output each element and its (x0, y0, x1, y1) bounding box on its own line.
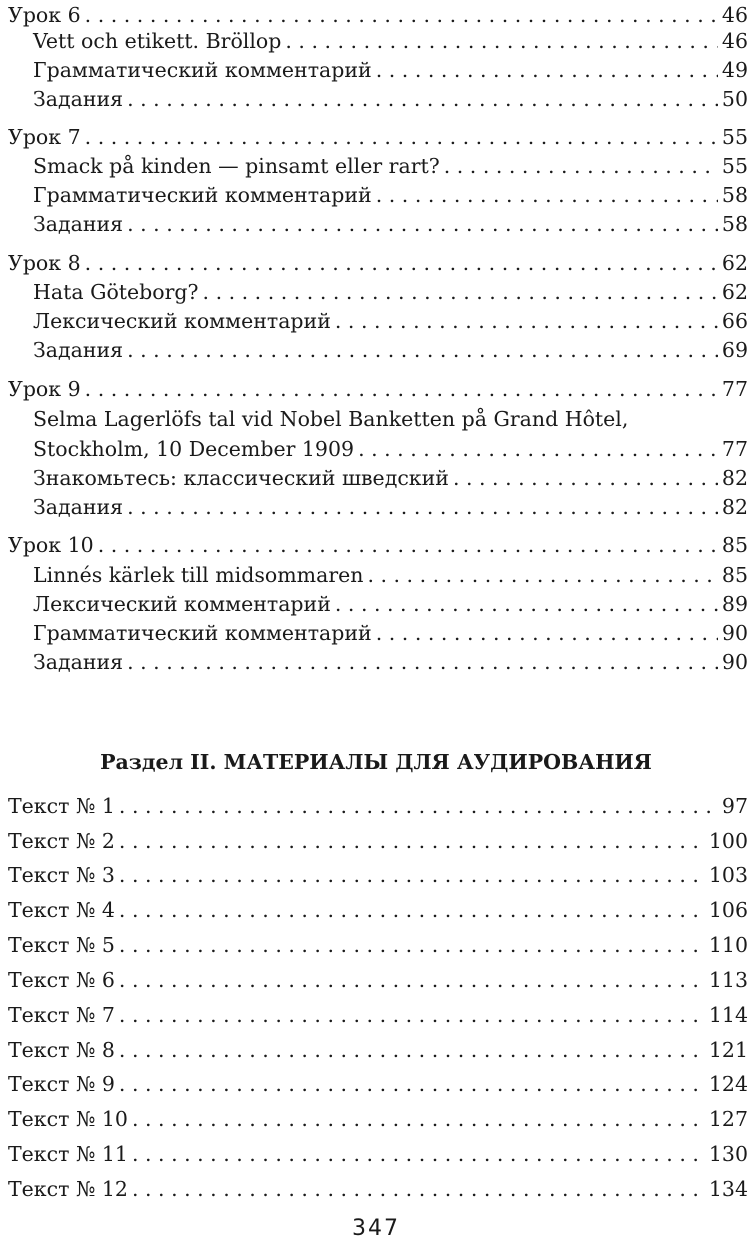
entry-label: Задания (33, 338, 124, 362)
toc-subentry[interactable] (33, 618, 748, 648)
entry-page: 90 (721, 621, 748, 645)
entry-label: Задания (33, 495, 124, 519)
dot-leader (119, 791, 718, 821)
toc-subentry[interactable] (33, 647, 748, 677)
entry-page: 46 (721, 3, 748, 27)
entry-label: Текст № 5 (8, 933, 115, 957)
toc-entry-text-11[interactable] (8, 1139, 748, 1169)
toc-entry-text-4[interactable] (8, 895, 748, 925)
entry-label: Текст № 11 (8, 1142, 128, 1166)
entry-label: Текст № 10 (8, 1107, 128, 1131)
dot-leader (453, 463, 718, 493)
toc-entry-text-12[interactable] (8, 1174, 748, 1204)
entry-page: 121 (708, 1038, 748, 1062)
entry-label: Текст № 1 (8, 794, 115, 818)
entry-label: Hata Göteborg? (33, 280, 199, 304)
entry-label: Текст № 12 (8, 1177, 128, 1201)
dot-leader (376, 618, 718, 648)
entry-label: Stockholm, 10 December 1909 (33, 437, 355, 461)
entry-page: 100 (708, 829, 748, 853)
entry-label: Грамматический комментарий (33, 58, 372, 82)
toc-subentry[interactable] (33, 560, 748, 590)
entry-page: 82 (721, 466, 748, 490)
toc-subentry[interactable] (33, 335, 748, 365)
dot-leader (127, 209, 718, 239)
dot-leader (127, 335, 718, 365)
dot-leader (203, 277, 718, 307)
entry-label: Текст № 7 (8, 1003, 115, 1027)
entry-label: Урок 8 (8, 251, 81, 275)
entry-page: 55 (721, 154, 748, 178)
entry-page: 55 (721, 125, 748, 149)
dot-leader (335, 589, 718, 619)
toc-entry-text-3[interactable] (8, 860, 748, 890)
toc-subentry[interactable] (33, 434, 748, 464)
entry-label: Задания (33, 212, 124, 236)
toc-subentry-line1[interactable] (33, 404, 748, 434)
dot-leader (285, 26, 718, 56)
page-number: 347 (352, 1216, 400, 1241)
dot-leader (358, 434, 718, 464)
entry-page: 49 (721, 58, 748, 82)
dot-leader (376, 55, 718, 85)
entry-label: Грамматический комментарий (33, 621, 372, 645)
entry-page: 113 (708, 968, 748, 992)
toc-entry-text-5[interactable] (8, 930, 748, 960)
entry-label: Текст № 3 (8, 863, 115, 887)
toc-subentry[interactable] (33, 306, 748, 336)
toc-entry-text-6[interactable] (8, 965, 748, 995)
toc-entry-text-9[interactable] (8, 1069, 748, 1099)
entry-page: 58 (721, 183, 748, 207)
toc-subentry[interactable] (33, 589, 748, 619)
entry-page: 114 (708, 1003, 748, 1027)
entry-page: 77 (721, 437, 748, 461)
dot-leader (376, 180, 718, 210)
entry-label: Текст № 2 (8, 829, 115, 853)
entry-page: 85 (721, 533, 748, 557)
entry-page: 50 (721, 87, 748, 111)
dot-leader (85, 122, 718, 152)
toc-entry-text-8[interactable] (8, 1035, 748, 1065)
entry-label: Урок 9 (8, 377, 81, 401)
toc-subentry[interactable] (33, 151, 748, 181)
entry-page: 97 (721, 794, 748, 818)
dot-leader (119, 895, 705, 925)
entry-label: Грамматический комментарий (33, 183, 372, 207)
toc-entry-text-1[interactable] (8, 791, 748, 821)
entry-page: 66 (721, 309, 748, 333)
entry-label: Текст № 6 (8, 968, 115, 992)
toc-entry-lesson-10[interactable] (8, 530, 748, 560)
toc-subentry[interactable] (33, 55, 748, 85)
dot-leader (367, 560, 717, 590)
dot-leader (127, 647, 718, 677)
entry-page: 106 (708, 898, 748, 922)
entry-label: Лексический комментарий (33, 309, 331, 333)
entry-label: Linnés kärlek till midsommaren (33, 563, 364, 587)
entry-page: 62 (721, 251, 748, 275)
entry-page: 58 (721, 212, 748, 236)
toc-entry-text-2[interactable] (8, 826, 748, 856)
entry-page: 90 (721, 650, 748, 674)
entry-page: 69 (721, 338, 748, 362)
dot-leader (444, 151, 718, 181)
dot-leader (132, 1104, 705, 1134)
dot-leader (98, 530, 718, 560)
toc-subentry[interactable] (33, 180, 748, 210)
section-title: Раздел II. МАТЕРИАЛЫ ДЛЯ АУДИРОВАНИЯ (100, 750, 652, 774)
entry-page: 82 (721, 495, 748, 519)
entry-page: 103 (708, 863, 748, 887)
entry-label: Vett och etikett. Bröllop (33, 29, 282, 53)
entry-label: Задания (33, 87, 124, 111)
toc-subentry[interactable] (33, 26, 748, 56)
toc-subentry[interactable] (33, 463, 748, 493)
entry-label: Урок 6 (8, 3, 81, 27)
entry-page: 46 (721, 29, 748, 53)
toc-entry-lesson-8[interactable] (8, 248, 748, 278)
entry-label: Задания (33, 650, 124, 674)
toc-entry-lesson-9[interactable] (8, 374, 748, 404)
dot-leader (119, 860, 705, 890)
entry-label: Текст № 9 (8, 1072, 115, 1096)
dot-leader (85, 248, 718, 278)
dot-leader (119, 930, 705, 960)
entry-page: 77 (721, 377, 748, 401)
entry-label: Знакомьтесь: классический шведский (33, 466, 449, 490)
entry-label: Selma Lagerlöfs tal vid Nobel Banketten på Grand Hôtel, (33, 407, 629, 431)
toc-subentry[interactable] (33, 209, 748, 239)
dot-leader (119, 1069, 705, 1099)
entry-page: 62 (721, 280, 748, 304)
entry-page: 127 (708, 1107, 748, 1131)
toc-entry-lesson-7[interactable] (8, 122, 748, 152)
entry-page: 110 (708, 933, 748, 957)
toc-subentry[interactable] (33, 84, 748, 114)
entry-label: Урок 10 (8, 533, 94, 557)
dot-leader (127, 84, 718, 114)
entry-label: Текст № 8 (8, 1038, 115, 1062)
entry-label: Урок 7 (8, 125, 81, 149)
entry-page: 134 (708, 1177, 748, 1201)
dot-leader (85, 374, 718, 404)
dot-leader (132, 1174, 705, 1204)
dot-leader (119, 965, 705, 995)
toc-entry-text-7[interactable] (8, 1000, 748, 1030)
entry-page: 89 (721, 592, 748, 616)
entry-page: 124 (708, 1072, 748, 1096)
entry-page: 85 (721, 563, 748, 587)
entry-label: Текст № 4 (8, 898, 115, 922)
dot-leader (335, 306, 718, 336)
toc-subentry[interactable] (33, 492, 748, 522)
toc-subentry[interactable] (33, 277, 748, 307)
entry-page: 130 (708, 1142, 748, 1166)
dot-leader (119, 1035, 705, 1065)
dot-leader (132, 1139, 705, 1169)
dot-leader (119, 1000, 705, 1030)
entry-label: Smack på kinden — pinsamt eller rart? (33, 154, 440, 178)
toc-entry-text-10[interactable] (8, 1104, 748, 1134)
dot-leader (127, 492, 718, 522)
entry-label: Лексический комментарий (33, 592, 331, 616)
dot-leader (119, 826, 705, 856)
